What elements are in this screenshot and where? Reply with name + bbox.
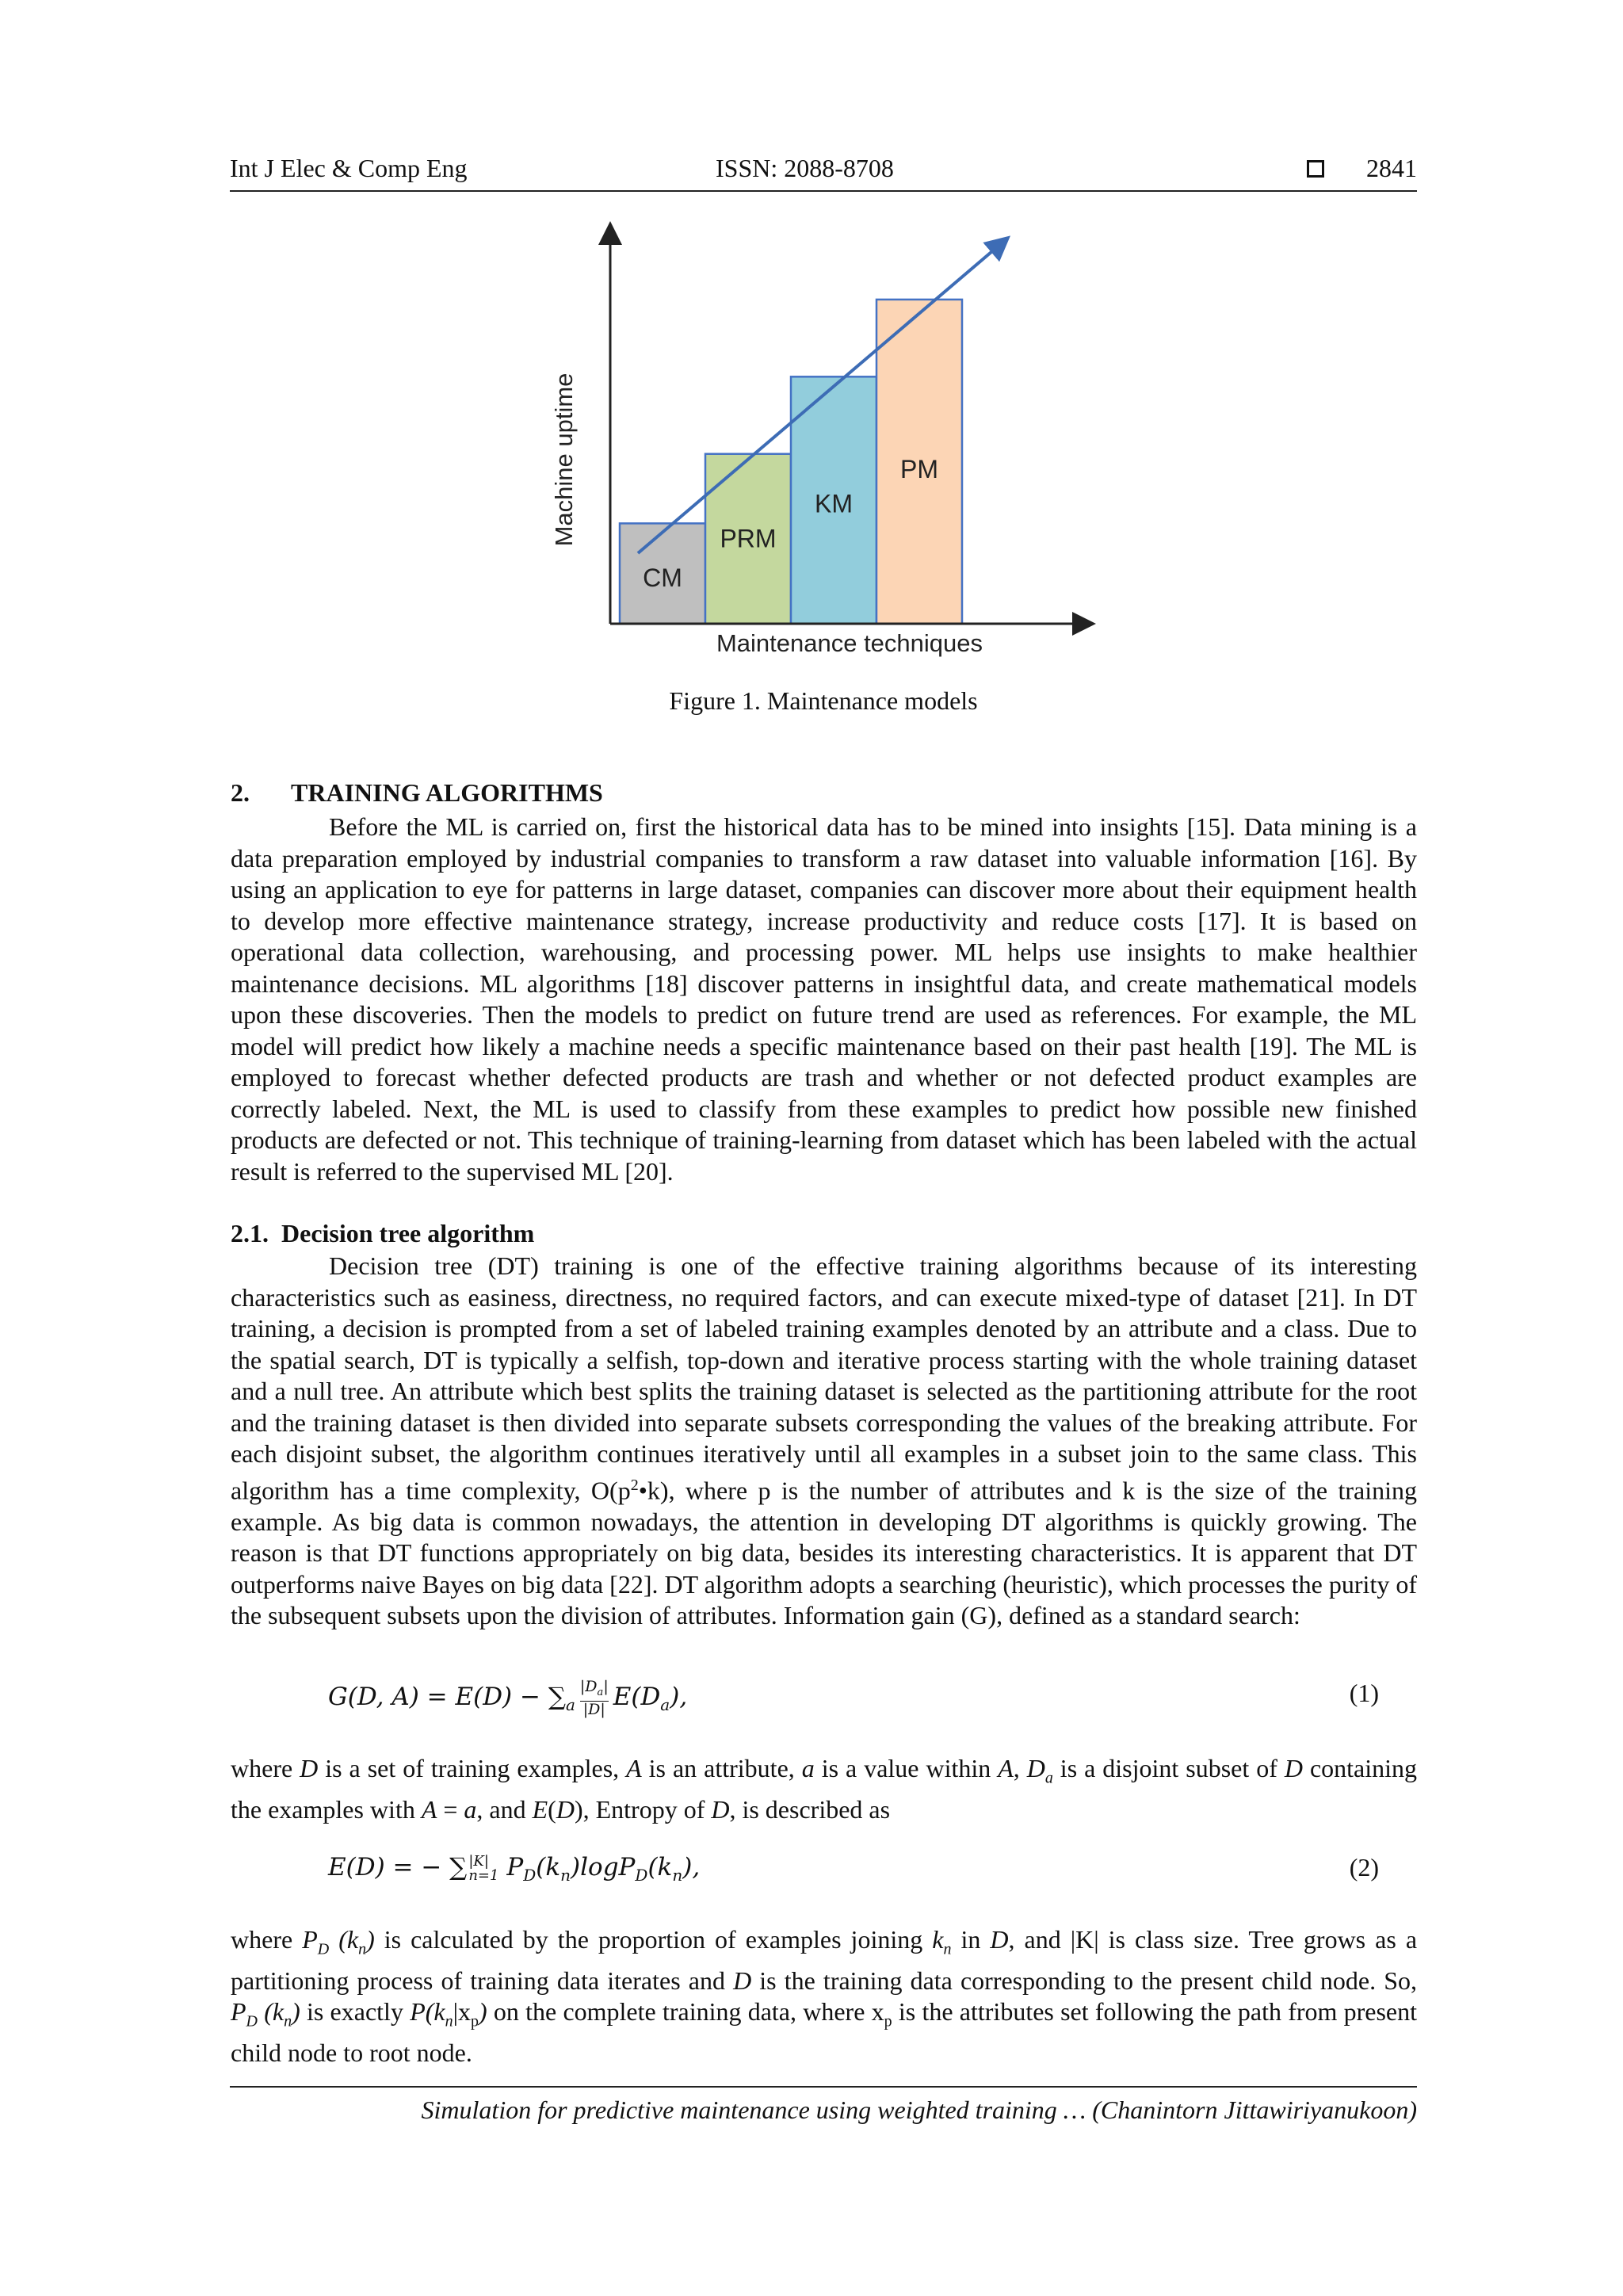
eq1-rhs-end: ),: [670, 1682, 688, 1711]
eq2-body: )logP: [571, 1853, 636, 1881]
var: D: [1284, 1754, 1303, 1782]
t: , and: [476, 1794, 533, 1824]
var: k: [932, 1925, 944, 1954]
var: D: [733, 1966, 752, 1995]
eq1-rhs-sub: a: [660, 1695, 670, 1715]
equation-2: [328, 1853, 1379, 1901]
figure-caption: Figure 1. Maintenance models: [669, 686, 978, 715]
t: on the complete training data, where x: [487, 1997, 884, 2027]
t: ), Entropy of: [574, 1794, 712, 1824]
section-2-heading: [231, 778, 603, 808]
var: (k: [329, 1925, 359, 1954]
t: is the training data corresponding to the present child node. So,: [751, 1966, 1418, 1995]
var: ): [366, 1925, 375, 1954]
t: is a set of training examples,: [318, 1754, 627, 1782]
maintenance-models-chart: [539, 214, 1109, 658]
eq1-lhs: G(D, A) = E(D) − ∑: [328, 1682, 566, 1711]
t: is calculated by the proportion of examples joining: [374, 1925, 933, 1954]
equation-1: [328, 1679, 1379, 1726]
eq2-sub-k: n: [672, 1866, 683, 1885]
section-2-number: 2.: [231, 778, 250, 807]
eq1-num: |D: [579, 1678, 598, 1695]
equation-1-number: (1): [1349, 1679, 1379, 1707]
section-2-paragraph: Before the ML is carried on, first the historical data has to be mined into insights [15]. Data mining is a data preparation employed by industrial companies to transform a raw dataset into valuable information [16]. By using an application to eye for patterns in large dataset, companies can discover more about their equipment health to develop more effective maintenance strategy, increase productivity and reduce costs [17]. It is based on operational data collection, warehousing, and processing power. ML helps use insights to make healthier maintenance decisions. ML algorithms [18] discover patterns in insightful data, and create mathematical models upon these discoveries. Then the models to predict on future trend are used as references. For example, the ML model will predict how likely a machine needs a specific maintenance based on their past health [19]. The ML is employed to forecast whether defected products are trash and whether or not defected product examples are correctly labeled. Next, the ML is used to classify from these examples to predict how possible new finished products are defected or not. This technique of training-learning from dataset which has been labeled with the actual result is referred to the supervised ML [20].: [231, 812, 1417, 1186]
t: is exactly: [300, 1997, 411, 2027]
t: is the attributes set following the path from present child node to root node.: [231, 1997, 1418, 2068]
var: A: [998, 1754, 1014, 1782]
t: in: [951, 1925, 991, 1954]
t: =: [437, 1794, 464, 1824]
eq2-sub-k: n: [560, 1866, 571, 1885]
eq2-body: (k: [647, 1853, 673, 1881]
equation-1-expression: [328, 1679, 687, 1717]
var: D: [556, 1794, 575, 1824]
eq1-rhs: E(D: [613, 1682, 661, 1711]
section-2-1-paragraph: [231, 1251, 1417, 1632]
eq2-lhs: E(D) = − ∑: [328, 1853, 468, 1881]
var: P: [231, 1997, 246, 2027]
var-sub: p: [884, 2012, 892, 2030]
var: (k: [258, 1997, 285, 2027]
var-sub: n: [445, 2012, 453, 2030]
var: D: [1026, 1754, 1045, 1782]
t: , and |K| is class size. Tree grows as a partitioning process of training data iterates and: [231, 1925, 1418, 1995]
exponent: 2: [630, 1476, 639, 1494]
section-2-title: TRAINING ALGORITHMS: [291, 778, 603, 807]
page-number: 2841: [1366, 154, 1417, 182]
var: a: [801, 1754, 815, 1782]
running-header: [230, 154, 1417, 192]
eq1-fraction: [580, 1679, 609, 1717]
var: P: [302, 1925, 318, 1954]
var-sub: n: [943, 1940, 952, 1958]
var: A: [626, 1754, 642, 1782]
section-2-1-heading: [231, 1219, 534, 1248]
eq2-limits: [468, 1852, 499, 1884]
bar-label-cm: CM: [643, 563, 682, 593]
var-sub: a: [1044, 1769, 1053, 1787]
issn: ISSN: 2088-8708: [716, 154, 894, 182]
var-sub: n: [284, 2012, 292, 2030]
t: containing the examples with: [231, 1754, 1418, 1824]
equation-1-explanation: [231, 1753, 1417, 1825]
var-sub: D: [317, 1940, 330, 1958]
eq2-sub-p: D: [635, 1866, 648, 1885]
eq1-sum-sub: a: [565, 1695, 575, 1715]
bar-label-pm: PM: [900, 454, 938, 483]
eq2-sub-p: D: [523, 1866, 537, 1885]
eq1-num-end: |: [603, 1678, 609, 1695]
eq2-body: (k: [536, 1853, 561, 1881]
dt-text-part-1: Decision tree (DT) training is one of the effective training algorithms because of its interesting characteristics such as easiness, directness, no required factors, and can execute mixed-type of dataset [21]. In DT training, a decision is prompted from a set of labeled training examples denoted by an attribute and a class. Due to the spatial search, DT is typically a selfish, top-down and iterative process starting with the whole training dataset and a null tree. An attribute which best splits the training dataset is selected as the partitioning attribute for the root and the training dataset is then divided into separate subsets corresponding the values of the breaking attribute. For each disjoint subset, the algorithm continues iteratively until all examples in a subset join to the same class. This algorithm has a time complexity, O(p: [231, 1251, 1417, 1505]
section-2-1-title: Decision tree algorithm: [281, 1219, 535, 1247]
t: is a disjoint subset of: [1052, 1754, 1285, 1782]
eq1-num-sub: a: [597, 1686, 604, 1698]
t: , is described as: [729, 1794, 891, 1824]
var: E: [532, 1794, 548, 1824]
bar-label-prm: PRM: [720, 524, 777, 553]
t: (: [548, 1794, 556, 1824]
eq2-sup: |K|: [468, 1852, 489, 1870]
eq2-sub: n=1: [468, 1866, 499, 1884]
var: D: [300, 1754, 319, 1782]
equation-2-explanation: [231, 1924, 1417, 2069]
var-sub: p: [471, 2012, 479, 2030]
t: where: [231, 1754, 300, 1782]
var: D: [711, 1794, 730, 1824]
t: where: [231, 1925, 303, 1954]
bar-label-km: KM: [815, 489, 853, 518]
y-axis-label: Machine uptime: [550, 372, 578, 547]
square-bullet-icon: [1307, 160, 1324, 178]
var: a: [464, 1794, 477, 1824]
running-footer: Simulation for predictive maintenance using weighted training … (Chanintorn Jittawiriyanukoon): [230, 2086, 1417, 2125]
var: ): [292, 1997, 300, 2027]
x-axis-label: Maintenance techniques: [716, 629, 983, 657]
journal-name: Int J Elec & Comp Eng: [230, 154, 468, 182]
dt-text-part-2: •k), where p is the number of attributes and k is the size of the training example. As big data is common nowadays, the attention in developing DT algorithms is quickly growing. The reason is that DT functions appropriately on big data, besides its interesting characteristics. It is apparent that DT outperforms naive Bayes on big data [22]. DT algorithm adopts a searching (heuristic), which processes the purity of the subsequent subsets upon the division of attributes. Information gain (G), defined as a standard search:: [231, 1476, 1418, 1630]
eq2-body: ),: [682, 1853, 701, 1881]
t: is a value within: [814, 1754, 999, 1782]
var-sub: D: [246, 2012, 258, 2030]
var: A: [421, 1794, 437, 1824]
equation-2-expression: [328, 1853, 700, 1885]
var: P(k: [410, 1997, 445, 2027]
var: D: [990, 1925, 1009, 1954]
t: ,: [1013, 1754, 1027, 1782]
t: is an attribute,: [641, 1754, 802, 1782]
var-sub: n: [358, 1940, 367, 1958]
eq2-body: P: [498, 1853, 524, 1881]
section-2-1-number: 2.1.: [231, 1219, 269, 1247]
t: |x: [453, 1997, 471, 2027]
eq1-frac-num: [580, 1679, 609, 1702]
eq1-frac-den: |D|: [582, 1700, 605, 1718]
equation-2-number: (2): [1349, 1853, 1379, 1881]
var: ): [479, 1997, 487, 2027]
